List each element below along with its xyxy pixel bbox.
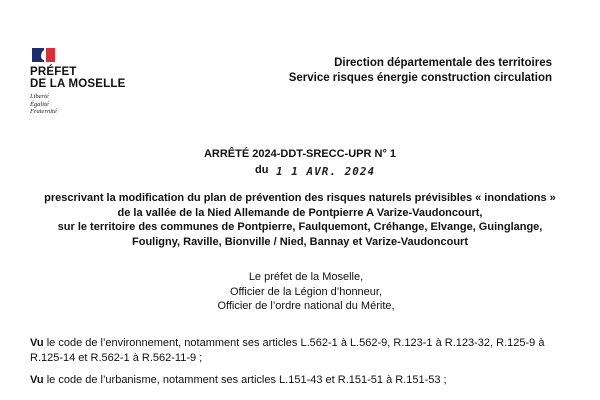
direction-name: Direction départementale des territoires [334, 57, 552, 69]
logo-line-2: DE LA MOSELLE [30, 78, 126, 90]
motto-fraternite: Fraternité [30, 108, 57, 115]
visa-urbanisme [30, 373, 580, 388]
visa-text: le code de l’environnement, notamment ses articles L.562-1 à L.562-9, R.123-1 à R.123-32, R.125-9 à R.125-14 et R.562-1 à R.562-11-9 ; [30, 337, 545, 364]
arrete-number: ARRÊTÉ 2024-DDT-SRECC-UPR N° 1 [203, 148, 397, 160]
motto-liberte: Liberté [30, 93, 49, 100]
issuing-service [289, 56, 552, 86]
marianne-icon [32, 46, 60, 66]
date-stamp: 1 1 AVR. 2024 [276, 165, 376, 178]
motto-egalite: Égalité [30, 100, 49, 108]
visa-text: le code de l’urbanisme, notamment ses articles L.151-43 et R.151-51 à R.151-53 ; [43, 374, 447, 386]
service-name: Service risques énergie construction circulation [288, 72, 552, 84]
prefet-titles [0, 270, 600, 314]
object-line-2: de la vallée de la Nied Allemande de Pontpierre A Varize-Vaudoncourt, [117, 206, 483, 219]
prefet-title-3: Officier de l’ordre national du Mérite, [217, 300, 395, 312]
object-line-3: sur le territoire des communes de Pontpierre, Faulquemont, Créhange, Elvange, Guinglange, [57, 221, 543, 233]
prefet-title-2: Officier de la Légion d’honneur, [229, 285, 383, 298]
logo-motto [30, 93, 150, 116]
logo-line-1: PRÉFET [30, 66, 77, 78]
arrete-object [0, 191, 600, 249]
prefet-logo [30, 46, 150, 116]
date-du: du [255, 164, 269, 176]
object-line-4: Fouligny, Raville, Bionville / Nied, Bannay et Varize-Vaudoncourt [132, 235, 468, 248]
prefet-title-1: Le préfet de la Moselle, [248, 271, 364, 283]
object-line-1: prescrivant la modification du plan de prévention des risques naturels prévisibles « inondations » [44, 192, 556, 204]
visa-label: Vu [30, 337, 44, 349]
visa-label: Vu [30, 374, 44, 386]
visa-environnement [30, 336, 580, 365]
